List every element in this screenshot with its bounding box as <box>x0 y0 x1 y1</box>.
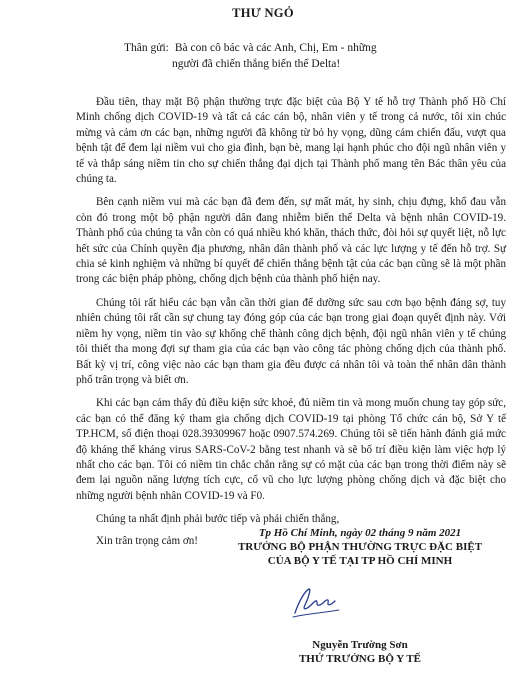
letter-body <box>76 95 506 555</box>
org-line-1: TRƯỞNG BỘ PHẬN THƯỜNG TRỰC ĐẶC BIỆT <box>237 541 483 553</box>
letter-date: Tp Hồ Chí Minh, ngày 02 tháng 9 năm 2021 <box>258 527 462 539</box>
signer-title: THỨ TRƯỞNG BỘ Y TẾ <box>298 653 422 665</box>
letter-title: THƯ NGỎ <box>232 6 294 20</box>
paragraph-4: Khi các bạn cảm thấy đủ điều kiện sức khoẻ, đủ niềm tin và mong muốn chung tay góp sức, các bạn có thể đăng ký tham gia chống dịch COVID-19 tại phòng Tổ chức cán bộ, Sở Y tế TP.HCM, số điện thoại 028.39309967 hoặc 0907.574.269. Chúng tôi sẽ tiến hành đánh giá mức độ kháng thể kháng virus SARS-CoV-2 bằng test nhanh và sẽ bố trí điều kiện làm việc hợp lý nhất cho các bạn. Tôi có niềm tin chắc chắn rằng sự có mặt của các bạn trong thời điểm này sẽ đem lại nguồn năng lượng tích cực, cổ vũ cho lực lượng phòng chống dịch và đặc biệt cho những người bệnh nhân COVID-19 và F0. <box>76 397 506 502</box>
paragraph-3: Chúng tôi rất hiểu các bạn vẫn cần thời gian để dưỡng sức sau cơn bạo bệnh đáng sợ, tuy nhiên chúng tôi rất cần sự chung tay đóng góp của các bạn trong giai đoạn quyết định này. Với niềm hy vọng, niềm tin vào sự khống chế thành công dịch bệnh, đội ngũ nhân viên y tế chúng tôi thiết tha mong đợi sự tham gia của các bạn vào công tác phòng chống dịch của thành phố. Bất kỳ vị trí, công việc nào các bạn tham gia đều được cá nhân tôi và toàn thể nhân dân thành phố trân trọng và biết ơn. <box>76 296 506 386</box>
greeting <box>124 40 504 72</box>
signer-block <box>210 638 510 666</box>
greeting-line-1: Bà con cô bác và các Anh, Chị, Em - những <box>174 42 377 54</box>
paragraph-1: Đầu tiên, thay mặt Bộ phận thường trực đặc biệt của Bộ Y tế hỗ trợ Thành phố Hồ Chí Minh chống dịch COVID-19 và tất cả các cán bộ, nhân viên y tế trong cả nước, tôi xin chúc mừng và cảm ơn các bạn, những người đã không từ bỏ hy vọng, dũng cảm chiến đấu, vượt qua bệnh tật để đem lại niềm vui cho gia đình, bạn bè, mang lại hạnh phúc cho đội ngũ nhân viên y tế và thắp sáng niềm tin cho sự chiến thắng đại dịch tại Thành phố mang tên Bác thân yêu của chúng ta. <box>76 96 506 186</box>
greeting-label: Thân gửi: <box>124 42 169 54</box>
signature-icon <box>287 583 347 623</box>
closing-block <box>210 526 510 568</box>
org-line-2: CỦA BỘ Y TẾ TẠI TP HỒ CHÍ MINH <box>267 555 453 567</box>
paragraph-2: Bên cạnh niềm vui mà các bạn đã đem đến, sự mất mát, hy sinh, chịu đựng, khổ đau vẫn còn đó trong một bộ phận người dân đang nhiễm biến thể Delta và bệnh nhân COVID-19. Thành phố của chúng ta vẫn còn có quá nhiều khó khăn, thách thức, đòi hỏi sự quyết liệt, nỗ lực hết sức của Chính quyền địa phương, nhân dân thành phố và các lực lượng y tế đến hỗ trợ. Sự chia sẻ kinh nghiệm và những bí quyết để chiến thắng bệnh tật của các bạn cũng sẽ là một phần trong các biện pháp phòng, chống dịch bệnh của thành phố hiện nay. <box>76 196 506 286</box>
greeting-line-2: người đã chiến thắng biến thể Delta! <box>172 58 341 70</box>
signer-name: Nguyễn Trường Sơn <box>312 639 408 651</box>
paragraph-6: Xin trân trọng cảm ơn! <box>96 534 198 547</box>
paragraph-5: Chúng ta nhất định phải bước tiếp và phải chiến thắng, <box>96 513 340 526</box>
